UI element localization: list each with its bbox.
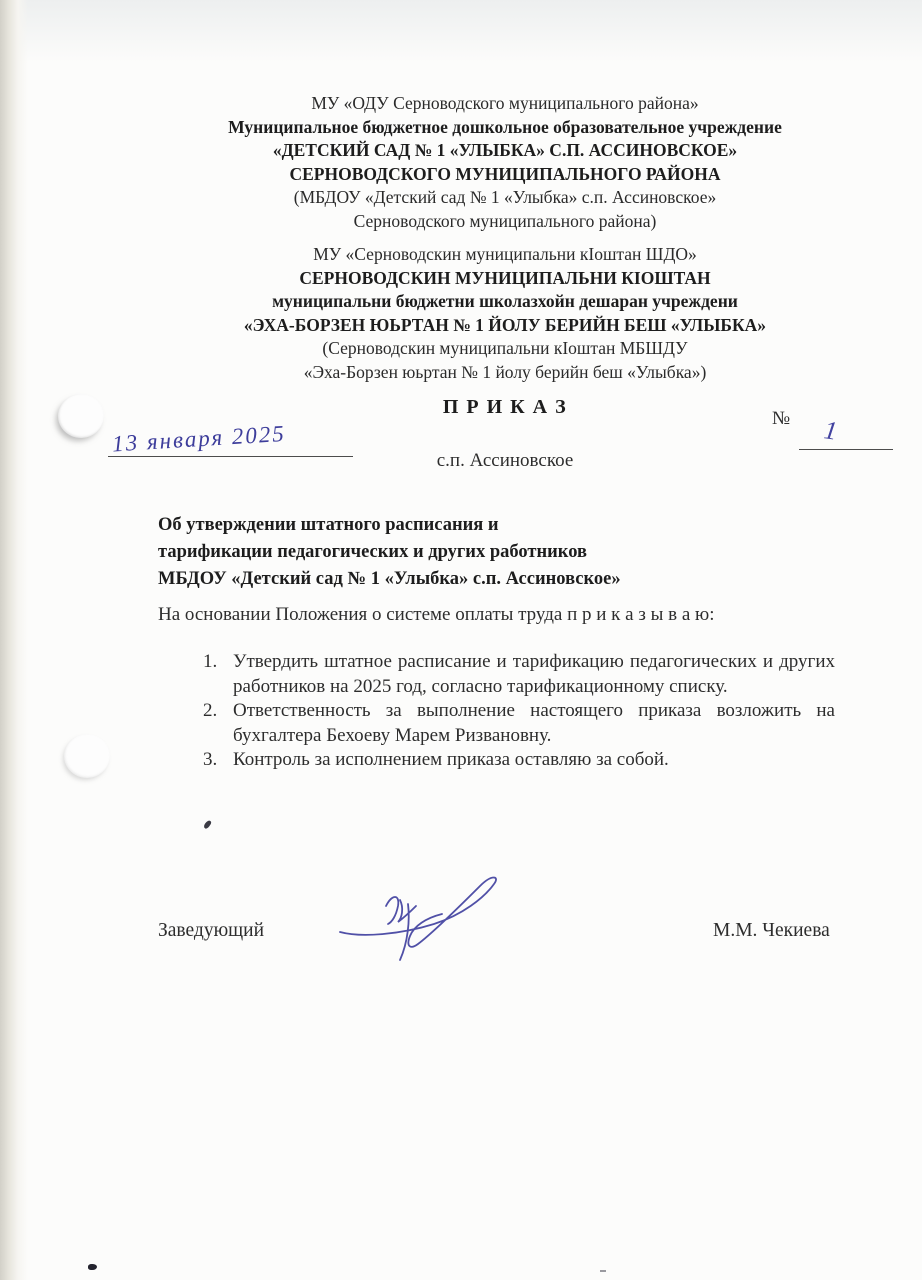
org-header-chechen xyxy=(88,243,922,384)
order-date-handwritten: 13 января 2025 xyxy=(111,420,287,457)
org-header-line: МУ «ОДУ Серноводского муниципального района» xyxy=(311,93,699,113)
order-title: П Р И К А З xyxy=(442,396,568,418)
signer-name: М.М. Чекиева xyxy=(713,920,830,941)
order-item xyxy=(203,699,835,748)
org-header-line: «ДЕТСКИЙ САД № 1 «УЛЫБКА» С.П. АССИНОВСКОЕ» xyxy=(272,140,738,160)
order-items-list xyxy=(203,650,835,773)
org-header-line: Серноводского муниципального района) xyxy=(353,210,657,231)
item-text: Ответственность за выполнение настоящего приказа возложить на бухгалтера Бехоеву Марем Ризвановну. xyxy=(233,700,835,746)
org-header-line: муниципальни бюджетни школазхойн дешаран учреждени xyxy=(272,291,738,311)
scan-top-shadow xyxy=(0,0,922,70)
ink-speck xyxy=(600,1270,606,1272)
org-header-line: «ЭХА-БОРЗЕН ЮЬРТАН № 1 ЙОЛУ БЕРИЙН БЕШ «УЛЫБКА» xyxy=(243,314,767,335)
org-header-line: СЕРНОВОДСКИН МУНИЦИПАЛЬНИ КIОШТАН xyxy=(299,267,711,288)
order-number-label: № xyxy=(772,408,791,429)
org-header-line: (МБДОУ «Детский сад № 1 «Улыбка» с.п. Ассиновское» xyxy=(293,187,717,207)
order-place: с.п. Ассиновское xyxy=(436,450,574,471)
org-header-line: Муниципальное бюджетное дошкольное образовательное учреждение xyxy=(228,116,782,137)
org-header-line: (Серноводскин муниципальни кIоштан МБШДУ xyxy=(322,338,688,358)
org-header-line: СЕРНОВОДСКОГО МУНИЦИПАЛЬНОГО РАЙОНА xyxy=(289,163,721,184)
item-number: 1. xyxy=(203,651,218,672)
org-header-russian xyxy=(88,92,922,233)
scan-left-edge xyxy=(0,0,28,1280)
subject-line: МБДОУ «Детский сад № 1 «Улыбка» с.п. Ассиновское» xyxy=(158,569,621,589)
order-subject xyxy=(158,512,718,593)
org-header-line: «Эха-Борзен юьртан № 1 йолу берийн беш «Улыбка») xyxy=(303,361,707,382)
item-number: 3. xyxy=(203,749,218,770)
order-item xyxy=(203,748,835,773)
subject-line: тарификации педагогических и других работников xyxy=(158,542,587,562)
subject-line: Об утверждении штатного расписания и xyxy=(158,515,499,535)
handwritten-signature xyxy=(322,870,522,965)
order-number-handwritten: 1 xyxy=(822,415,840,446)
ink-speck xyxy=(203,819,212,829)
order-item xyxy=(203,650,835,699)
order-intro-paragraph: На основании Положения о системе оплаты труда п р и к а з ы в а ю: xyxy=(158,604,715,625)
item-number: 2. xyxy=(203,700,218,721)
signer-role: Заведующий xyxy=(158,920,265,941)
item-text: Утвердить штатное расписание и тарификацию педагогических и других работников на 2025 год, согласно тарификационному списку. xyxy=(233,651,835,697)
hole-punch-bottom xyxy=(64,734,110,778)
item-text: Контроль за исполнением приказа оставляю за собой. xyxy=(233,749,669,770)
ink-speck xyxy=(88,1264,97,1270)
org-header-line: МУ «Серноводскин муниципальни кIоштан ШДО» xyxy=(313,244,697,264)
